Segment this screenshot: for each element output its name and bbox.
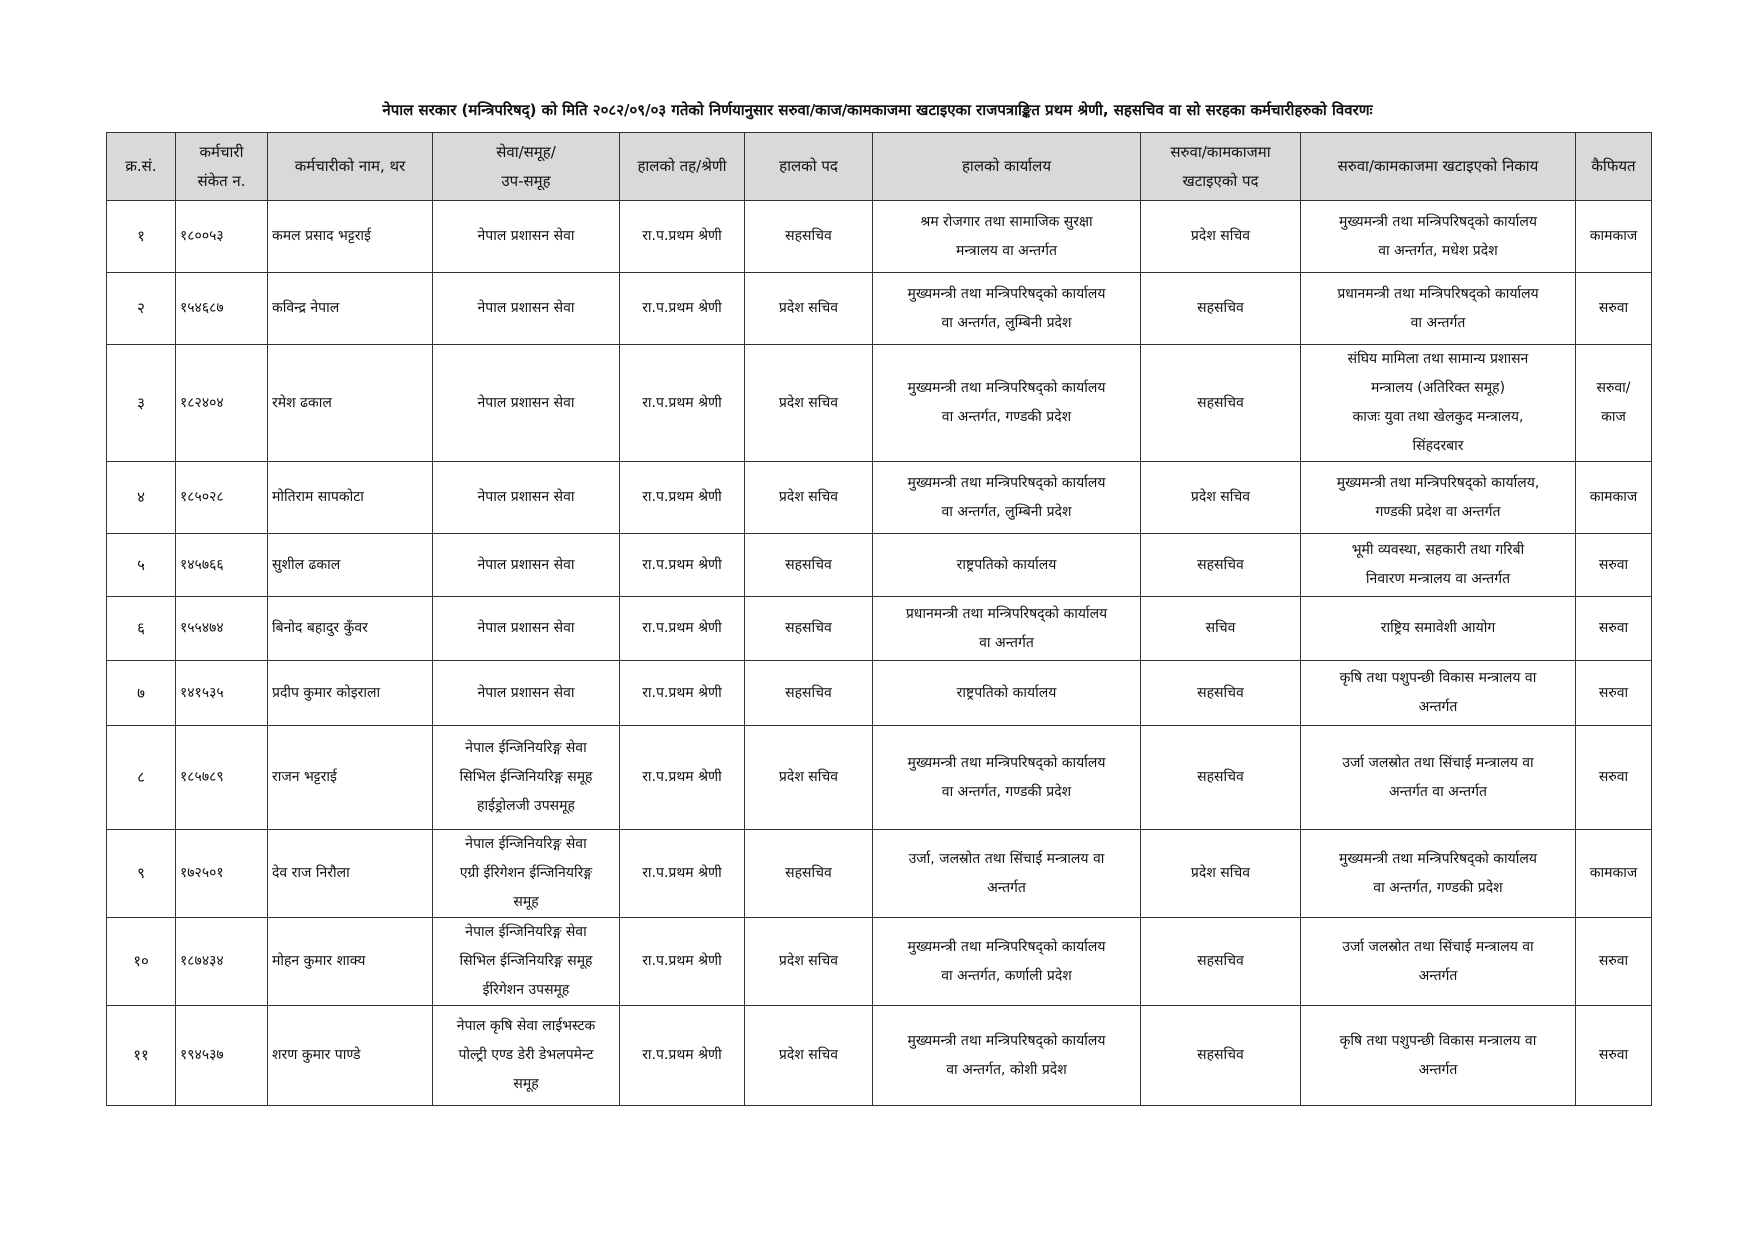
employee-name-cell: मोतिराम सापकोटा — [268, 462, 433, 534]
remarks-cell — [1576, 201, 1652, 273]
assigned-office-cell — [1301, 830, 1576, 918]
employee-code-cell: १८५०२८ — [176, 462, 268, 534]
header-assigned-post-line: सरुवा/कामकाजमा — [1170, 142, 1271, 161]
header-current-office — [873, 133, 1141, 201]
assigned-office-cell-line: अन्तर्गत — [1418, 967, 1458, 984]
assigned-office-cell — [1301, 661, 1576, 726]
remarks-cell-line: सरुवा — [1598, 684, 1629, 701]
current-office-cell-line: राष्ट्रपतिको कार्यालय — [956, 556, 1057, 573]
assigned-office-cell — [1301, 1006, 1576, 1106]
header-current-post-line: हालको पद — [779, 157, 838, 175]
employee-code-cell: १४५७६६ — [176, 534, 268, 597]
current-post-cell: प्रदेश सचिव — [745, 918, 873, 1006]
assigned-office-cell-line: राष्ट्रिय समावेशी आयोग — [1380, 620, 1496, 636]
header-assigned-office — [1301, 133, 1576, 201]
assigned-post-cell: सचिव — [1141, 597, 1301, 661]
current-office-cell — [873, 830, 1141, 918]
service-group-cell-line: नेपाल ईन्जिनियरिङ्ग सेवा — [465, 836, 587, 852]
assigned-post-cell: सहसचिव — [1141, 1006, 1301, 1106]
table-row — [107, 661, 1652, 726]
serial-number-cell: ५ — [107, 534, 176, 597]
serial-number-cell: ४ — [107, 462, 176, 534]
header-employee-name-line: कर्मचारीको नाम, थर — [294, 157, 406, 175]
current-level-cell: रा.प.प्रथम श्रेणी — [620, 462, 745, 534]
assigned-office-cell-line: सिंहदरबार — [1412, 438, 1464, 454]
header-service-group-line: उप-समूह — [501, 171, 551, 190]
current-level-cell: रा.प.प्रथम श्रेणी — [620, 830, 745, 918]
service-group-cell-line: सिभिल ईन्जिनियरिङ्ग समूह — [459, 769, 593, 785]
service-group-cell-line: एग्री ईरिगेशन ईन्जिनियरिङ्ग — [459, 865, 593, 881]
assigned-office-cell-line: मुख्यमन्त्री तथा मन्त्रिपरिषद्को कार्यालय, — [1336, 474, 1540, 491]
table-row — [107, 726, 1652, 830]
current-office-cell-line: मुख्यमन्त्री तथा मन्त्रिपरिषद्को कार्यालय — [907, 380, 1106, 396]
current-office-cell — [873, 345, 1141, 462]
service-group-cell-line: नेपाल प्रशासन सेवा — [477, 228, 575, 244]
remarks-cell-line: सरुवा — [1598, 300, 1629, 316]
service-group-cell-line: समूह — [513, 1076, 539, 1092]
service-group-cell-line: नेपाल कृषि सेवा लाईभस्टक — [456, 1018, 596, 1034]
service-group-cell-line: नेपाल प्रशासन सेवा — [477, 300, 575, 316]
current-post-cell: सहसचिव — [745, 534, 873, 597]
remarks-cell-line: सरुवा — [1598, 620, 1629, 636]
employee-code-cell: १८००५३ — [176, 201, 268, 273]
current-level-cell: रा.प.प्रथम श्रेणी — [620, 597, 745, 661]
header-assigned-post — [1141, 133, 1301, 201]
serial-number-cell: ७ — [107, 661, 176, 726]
table-row — [107, 534, 1652, 597]
remarks-cell — [1576, 1006, 1652, 1106]
employee-code-cell: १८५७८९ — [176, 726, 268, 830]
assigned-post-cell: सहसचिव — [1141, 273, 1301, 345]
assigned-office-cell — [1301, 726, 1576, 830]
assigned-office-cell-line: गण्डकी प्रदेश वा अन्तर्गत — [1375, 503, 1501, 520]
employee-name-cell: देव राज निरौला — [268, 830, 433, 918]
remarks-cell-line: सरुवा — [1598, 953, 1629, 969]
current-office-cell-line: मुख्यमन्त्री तथा मन्त्रिपरिषद्को कार्यालय — [907, 754, 1106, 771]
table-row — [107, 597, 1652, 661]
current-office-cell — [873, 726, 1141, 830]
remarks-cell — [1576, 726, 1652, 830]
header-employee-name — [268, 133, 433, 201]
remarks-cell-line: सरुवा — [1598, 1047, 1629, 1063]
service-group-cell-line: ईरिगेशन उपसमूह — [482, 982, 570, 998]
header-serial — [107, 133, 176, 201]
employee-name-cell: शरण कुमार पाण्डे — [268, 1006, 433, 1106]
current-post-cell: प्रदेश सचिव — [745, 273, 873, 345]
header-employee-code-line: संकेत न. — [197, 171, 246, 190]
service-group-cell — [433, 918, 620, 1006]
current-office-cell-line: मुख्यमन्त्री तथा मन्त्रिपरिषद्को कार्यालय — [907, 1032, 1106, 1049]
current-office-cell — [873, 918, 1141, 1006]
assigned-office-cell-line: उर्जा जलस्रोत तथा सिंचाई मन्त्रालय वा — [1342, 754, 1534, 771]
service-group-cell-line: नेपाल प्रशासन सेवा — [477, 489, 575, 505]
service-group-cell-line: समूह — [513, 894, 539, 910]
assigned-office-cell — [1301, 597, 1576, 661]
service-group-cell-line: नेपाल ईन्जिनियरिङ्ग सेवा — [465, 740, 587, 756]
remarks-cell-line: कामकाज — [1589, 865, 1638, 881]
serial-number-cell: १० — [107, 918, 176, 1006]
assigned-office-cell-line: काजः युवा तथा खेलकुद मन्त्रालय, — [1352, 409, 1524, 425]
service-group-cell-line: नेपाल प्रशासन सेवा — [477, 556, 575, 573]
header-current-level-line: हालको तह/श्रेणी — [637, 157, 727, 175]
current-level-cell: रा.प.प्रथम श्रेणी — [620, 661, 745, 726]
employee-name-cell: मोहन कुमार शाक्य — [268, 918, 433, 1006]
current-office-cell — [873, 534, 1141, 597]
service-group-cell-line: नेपाल ईन्जिनियरिङ्ग सेवा — [465, 924, 587, 940]
current-post-cell: प्रदेश सचिव — [745, 462, 873, 534]
serial-number-cell: ११ — [107, 1006, 176, 1106]
assigned-office-cell-line: संघिय मामिला तथा सामान्य प्रशासन — [1347, 351, 1529, 367]
current-office-cell — [873, 597, 1141, 661]
header-assigned-post-line: खटाइएको पद — [1182, 171, 1259, 190]
current-post-cell: सहसचिव — [745, 661, 873, 726]
current-office-cell-line: वा अन्तर्गत — [979, 634, 1034, 651]
current-level-cell: रा.प.प्रथम श्रेणी — [620, 1006, 745, 1106]
current-post-cell: सहसचिव — [745, 830, 873, 918]
table-row — [107, 273, 1652, 345]
current-office-cell-line: मन्त्रालय वा अन्तर्गत — [955, 242, 1058, 259]
service-group-cell — [433, 273, 620, 345]
current-post-cell: सहसचिव — [745, 597, 873, 661]
current-level-cell: रा.प.प्रथम श्रेणी — [620, 918, 745, 1006]
service-group-cell — [433, 534, 620, 597]
current-office-cell-line: उर्जा, जलस्रोत तथा सिंचाई मन्त्रालय वा — [908, 850, 1105, 867]
remarks-cell — [1576, 830, 1652, 918]
remarks-cell — [1576, 273, 1652, 345]
assigned-post-cell: प्रदेश सचिव — [1141, 830, 1301, 918]
assigned-office-cell-line: वा अन्तर्गत, गण्डकी प्रदेश — [1373, 879, 1503, 896]
table-header-row — [107, 133, 1652, 201]
assigned-office-cell-line: निवारण मन्त्रालय वा अन्तर्गत — [1365, 571, 1511, 587]
current-office-cell — [873, 1006, 1141, 1106]
remarks-cell — [1576, 597, 1652, 661]
current-office-cell-line: अन्तर्गत — [987, 879, 1026, 896]
service-group-cell-line: नेपाल प्रशासन सेवा — [477, 620, 575, 636]
header-employee-code — [176, 133, 268, 201]
employee-code-cell: १४१५३५ — [176, 661, 268, 726]
header-current-level — [620, 133, 745, 201]
service-group-cell — [433, 345, 620, 462]
service-group-cell-line: नेपाल प्रशासन सेवा — [477, 684, 575, 701]
assigned-office-cell-line: अन्तर्गत — [1418, 1061, 1458, 1078]
current-post-cell: प्रदेश सचिव — [745, 726, 873, 830]
header-current-office-line: हालको कार्यालय — [961, 157, 1052, 175]
employee-name-cell: कमल प्रसाद भट्टराई — [268, 201, 433, 273]
employee-name-cell: सुशील ढकाल — [268, 534, 433, 597]
current-office-cell-line: मुख्यमन्त्री तथा मन्त्रिपरिषद्को कार्यालय — [907, 938, 1106, 955]
serial-number-cell: ८ — [107, 726, 176, 830]
service-group-cell — [433, 597, 620, 661]
service-group-cell-line: नेपाल प्रशासन सेवा — [477, 394, 575, 411]
assigned-office-cell-line: उर्जा जलस्रोत तथा सिंचाई मन्त्रालय वा — [1342, 938, 1534, 955]
current-office-cell-line: मुख्यमन्त्री तथा मन्त्रिपरिषद्को कार्यालय — [907, 474, 1106, 491]
assigned-office-cell — [1301, 918, 1576, 1006]
employee-transfer-table — [106, 132, 1652, 1106]
current-post-cell: सहसचिव — [745, 201, 873, 273]
employee-code-cell: १५५४७४ — [176, 597, 268, 661]
header-current-post — [745, 133, 873, 201]
remarks-cell-line: सरुवा — [1598, 769, 1629, 785]
assigned-post-cell: सहसचिव — [1141, 726, 1301, 830]
assigned-office-cell-line: वा अन्तर्गत — [1410, 314, 1466, 331]
employee-name-cell: राजन भट्टराई — [268, 726, 433, 830]
header-service-group — [433, 133, 620, 201]
current-office-cell-line: वा अन्तर्गत, गण्डकी प्रदेश — [941, 409, 1072, 425]
remarks-cell — [1576, 345, 1652, 462]
assigned-office-cell — [1301, 534, 1576, 597]
service-group-cell — [433, 201, 620, 273]
current-office-cell — [873, 273, 1141, 345]
current-office-cell-line: वा अन्तर्गत, कर्णाली प्रदेश — [941, 967, 1072, 984]
serial-number-cell: ३ — [107, 345, 176, 462]
table-row — [107, 345, 1652, 462]
current-post-cell: प्रदेश सचिव — [745, 1006, 873, 1106]
current-office-cell-line: वा अन्तर्गत, गण्डकी प्रदेश — [941, 783, 1072, 800]
remarks-cell — [1576, 918, 1652, 1006]
service-group-cell — [433, 726, 620, 830]
assigned-office-cell-line: मन्त्रालय (अतिरिक्त समूह) — [1370, 380, 1506, 396]
assigned-office-cell — [1301, 462, 1576, 534]
assigned-post-cell: सहसचिव — [1141, 661, 1301, 726]
remarks-cell-line: सरुवा/ — [1596, 380, 1631, 396]
assigned-office-cell-line: अन्तर्गत वा अन्तर्गत — [1388, 783, 1487, 800]
document-title: नेपाल सरकार (मन्त्रिपरिषद्) को मिति २०८२/०९/०३ गतेको निर्णयानुसार सरुवा/काज/कामकाजमा खटाइएका राजपत्राङ्कित प्रथम श्रेणी, सहसचिव वा सो सरहका कर्मचारीहरुको विवरणः — [382, 101, 1373, 119]
service-group-cell — [433, 1006, 620, 1106]
assigned-office-cell-line: कृषि तथा पशुपन्छी विकास मन्त्रालय वा — [1339, 670, 1537, 686]
employee-name-cell: रमेश ढकाल — [268, 345, 433, 462]
serial-number-cell: २ — [107, 273, 176, 345]
current-post-cell: प्रदेश सचिव — [745, 345, 873, 462]
assigned-office-cell-line: मुख्यमन्त्री तथा मन्त्रिपरिषद्को कार्यालय — [1338, 213, 1538, 230]
serial-number-cell: ६ — [107, 597, 176, 661]
current-office-cell-line: राष्ट्रपतिको कार्यालय — [956, 684, 1057, 701]
employee-code-cell: १७२५०१ — [176, 830, 268, 918]
assigned-post-cell: प्रदेश सचिव — [1141, 462, 1301, 534]
assigned-office-cell-line: अन्तर्गत — [1418, 699, 1458, 715]
current-office-cell-line: प्रधानमन्त्री तथा मन्त्रिपरिषद्को कार्यालय — [905, 605, 1108, 622]
remarks-cell-line: काज — [1601, 409, 1626, 425]
current-office-cell — [873, 661, 1141, 726]
header-service-group-line: सेवा/समूह/ — [496, 142, 556, 161]
current-office-cell-line: वा अन्तर्गत, लुम्बिनी प्रदेश — [941, 503, 1072, 520]
assigned-office-cell-line: प्रधानमन्त्री तथा मन्त्रिपरिषद्को कार्यालय — [1337, 285, 1539, 302]
employee-name-cell: प्रदीप कुमार कोइराला — [268, 661, 433, 726]
current-office-cell-line: श्रम रोजगार तथा सामाजिक सुरक्षा — [920, 213, 1093, 230]
remarks-cell — [1576, 462, 1652, 534]
header-assigned-office-line: सरुवा/कामकाजमा खटाइएको निकाय — [1337, 157, 1539, 175]
current-level-cell: रा.प.प्रथम श्रेणी — [620, 201, 745, 273]
service-group-cell-line: सिभिल ईन्जिनियरिङ्ग समूह — [459, 953, 593, 969]
header-remarks — [1576, 133, 1652, 201]
assigned-post-cell: प्रदेश सचिव — [1141, 201, 1301, 273]
employee-code-cell: १५४६८७ — [176, 273, 268, 345]
assigned-office-cell-line: मुख्यमन्त्री तथा मन्त्रिपरिषद्को कार्यालय — [1338, 850, 1538, 867]
current-level-cell: रा.प.प्रथम श्रेणी — [620, 534, 745, 597]
table-row — [107, 918, 1652, 1006]
assigned-post-cell: सहसचिव — [1141, 345, 1301, 462]
table-row — [107, 201, 1652, 273]
header-remarks-line: कैफियत — [1591, 157, 1636, 175]
assigned-office-cell — [1301, 345, 1576, 462]
employee-name-cell: कविन्द्र नेपाल — [268, 273, 433, 345]
current-office-cell-line: मुख्यमन्त्री तथा मन्त्रिपरिषद्को कार्यालय — [907, 285, 1106, 302]
assigned-office-cell-line: कृषि तथा पशुपन्छी विकास मन्त्रालय वा — [1339, 1032, 1537, 1049]
current-office-cell-line: वा अन्तर्गत, कोशी प्रदेश — [946, 1061, 1067, 1078]
remarks-cell — [1576, 534, 1652, 597]
service-group-cell — [433, 830, 620, 918]
employee-name-cell: बिनोद बहादुर कुँवर — [268, 597, 433, 661]
assigned-office-cell-line: भूमी व्यवस्था, सहकारी तथा गरिबी — [1351, 542, 1525, 558]
current-level-cell: रा.प.प्रथम श्रेणी — [620, 726, 745, 830]
employee-code-cell: १८२४०४ — [176, 345, 268, 462]
remarks-cell-line: कामकाज — [1589, 228, 1638, 244]
current-office-cell — [873, 201, 1141, 273]
remarks-cell — [1576, 661, 1652, 726]
service-group-cell-line: पोल्ट्री एण्ड डेरी डेभलपमेन्ट — [458, 1047, 594, 1063]
current-office-cell — [873, 462, 1141, 534]
service-group-cell — [433, 661, 620, 726]
service-group-cell-line: हाईड्रोलजी उपसमूह — [477, 798, 575, 814]
serial-number-cell: ९ — [107, 830, 176, 918]
assigned-post-cell: सहसचिव — [1141, 918, 1301, 1006]
service-group-cell — [433, 462, 620, 534]
serial-number-cell: १ — [107, 201, 176, 273]
current-level-cell: रा.प.प्रथम श्रेणी — [620, 345, 745, 462]
header-serial-line: क्र.सं. — [125, 157, 157, 175]
remarks-cell-line: सरुवा — [1598, 556, 1629, 573]
employee-code-cell: १९४५३७ — [176, 1006, 268, 1106]
assigned-office-cell-line: वा अन्तर्गत, मधेश प्रदेश — [1378, 242, 1498, 259]
header-employee-code-line: कर्मचारी — [199, 142, 244, 161]
current-level-cell: रा.प.प्रथम श्रेणी — [620, 273, 745, 345]
table-row — [107, 462, 1652, 534]
current-office-cell-line: वा अन्तर्गत, लुम्बिनी प्रदेश — [941, 314, 1072, 331]
assigned-office-cell — [1301, 273, 1576, 345]
table-row — [107, 830, 1652, 918]
table-row — [107, 1006, 1652, 1106]
assigned-post-cell: सहसचिव — [1141, 534, 1301, 597]
assigned-office-cell — [1301, 201, 1576, 273]
remarks-cell-line: कामकाज — [1589, 489, 1638, 505]
employee-code-cell: १८७४३४ — [176, 918, 268, 1006]
